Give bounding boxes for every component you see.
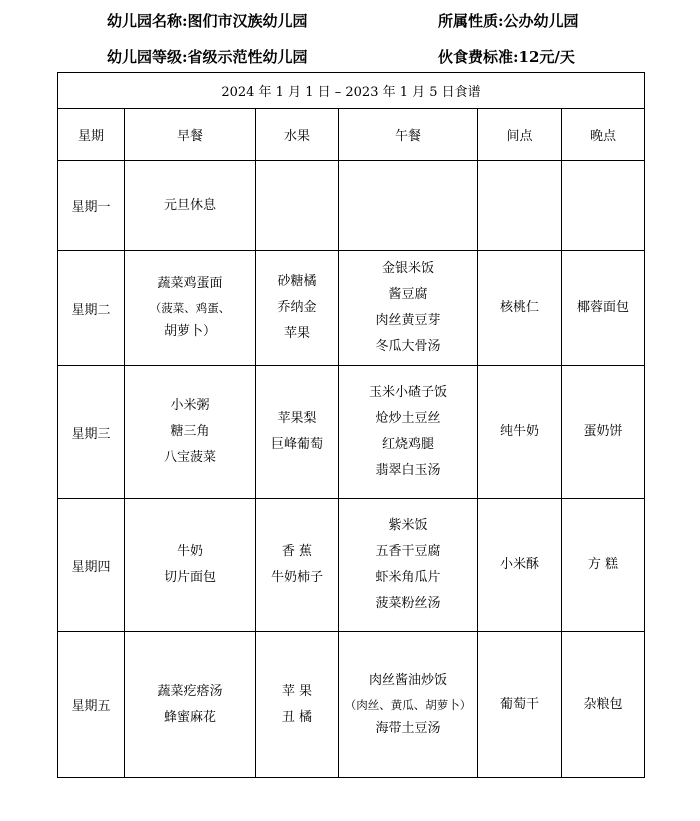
day-cell: 星期一	[58, 161, 125, 251]
breakfast-item: 蔬菜疙瘩汤	[157, 683, 223, 699]
weekly-menu-table	[57, 72, 645, 778]
breakfast-cell	[125, 499, 256, 632]
fruit-cell	[256, 251, 339, 366]
breakfast-item: 蔬菜鸡蛋面	[157, 276, 223, 291]
dinner-cell	[562, 632, 645, 778]
lunch-item: 海带土豆汤	[375, 720, 441, 736]
snack-item: 葡萄干	[499, 696, 539, 712]
dinner-cell	[562, 366, 645, 499]
breakfast-item: 小米粥	[170, 398, 210, 413]
fruit-item: 牛奶柿子	[270, 570, 323, 585]
snack-cell	[478, 251, 562, 366]
snack-cell	[478, 366, 562, 499]
lunch-item: 冬瓜大骨汤	[375, 339, 441, 354]
lunch-cell	[339, 161, 478, 251]
lunch-item: 五香干豆腐	[375, 544, 441, 559]
breakfast-item: （菠菜、鸡蛋、	[149, 301, 231, 315]
breakfast-cell	[125, 366, 256, 499]
lunch-item: 虾米角瓜片	[375, 570, 441, 585]
dinner-item: 椰蓉面包	[576, 300, 629, 315]
lunch-item: （肉丝、黄瓜、胡萝卜）	[344, 697, 472, 712]
table-header-row	[58, 109, 645, 161]
column-header-snack: 间点	[478, 109, 562, 161]
breakfast-item: 元旦休息	[163, 197, 216, 213]
dinner-item: 杂粮包	[583, 696, 623, 712]
lunch-item: 肉丝酱油炒饭	[368, 672, 447, 688]
fruit-item: 苹果	[283, 326, 310, 341]
kindergarten-nature: 所属性质:公办幼儿园	[438, 12, 579, 30]
lunch-item: 红烧鸡腿	[381, 437, 434, 452]
menu-body	[58, 161, 645, 778]
breakfast-item: 八宝菠菜	[163, 450, 216, 465]
breakfast-cell	[125, 161, 256, 251]
kindergarten-name: 幼儿园名称:图们市汉族幼儿园	[107, 12, 308, 30]
snack-cell	[478, 632, 562, 778]
fruit-item: 苹果梨	[277, 411, 317, 426]
snack-cell	[478, 161, 562, 251]
snack-cell	[478, 499, 562, 632]
dinner-item: 方 糕	[587, 557, 619, 572]
lunch-item: 金银米饭	[381, 261, 434, 276]
lunch-item: 玉米小碴子饭	[368, 385, 447, 400]
lunch-item: 炝炒土豆丝	[375, 411, 441, 426]
breakfast-item: 牛奶	[176, 544, 203, 559]
fruit-cell	[256, 499, 339, 632]
column-header-fruit: 水果	[256, 109, 339, 161]
fruit-cell	[256, 632, 339, 778]
dinner-item: 蛋奶饼	[583, 424, 623, 439]
day-cell: 星期二	[58, 251, 125, 366]
snack-item: 小米酥	[499, 557, 539, 572]
fruit-item: 巨峰葡萄	[270, 437, 323, 452]
snack-item: 纯牛奶	[499, 424, 539, 439]
lunch-item: 肉丝黄豆芽	[375, 313, 441, 328]
lunch-item: 紫米饭	[388, 518, 428, 533]
column-header-breakfast: 早餐	[125, 109, 256, 161]
menu-title: 2024 年 1 月 1 日 – 2023 年 1 月 5 日食谱	[58, 73, 645, 109]
table-row	[58, 632, 645, 778]
dinner-cell	[562, 251, 645, 366]
breakfast-item: 蜂蜜麻花	[163, 709, 216, 725]
fruit-item: 香 蕉	[281, 544, 313, 559]
day-cell: 星期三	[58, 366, 125, 499]
day-cell: 星期四	[58, 499, 125, 632]
snack-item: 核桃仁	[499, 300, 539, 315]
breakfast-cell	[125, 251, 256, 366]
lunch-cell	[339, 251, 478, 366]
lunch-cell	[339, 499, 478, 632]
lunch-cell	[339, 366, 478, 499]
fruit-item: 丑 橘	[281, 709, 313, 725]
breakfast-item: 糖三角	[170, 424, 210, 439]
column-header-dinner: 晚点	[562, 109, 645, 161]
day-cell: 星期五	[58, 632, 125, 778]
column-header-lunch: 午餐	[339, 109, 478, 161]
breakfast-item: 胡萝卜）	[163, 324, 216, 339]
dinner-cell	[562, 499, 645, 632]
meal-fee-standard: 伙食费标准:12元/天	[438, 48, 575, 66]
lunch-item: 酱豆腐	[388, 287, 428, 302]
lunch-item: 菠菜粉丝汤	[375, 596, 441, 611]
fruit-item: 砂糖橘	[277, 274, 317, 289]
kindergarten-grade: 幼儿园等级:省级示范性幼儿园	[107, 48, 308, 66]
table-row	[58, 366, 645, 499]
fruit-cell	[256, 366, 339, 499]
fruit-item: 苹 果	[281, 683, 313, 699]
fruit-cell	[256, 161, 339, 251]
breakfast-item: 切片面包	[163, 570, 216, 585]
table-row	[58, 251, 645, 366]
lunch-item: 翡翠白玉汤	[375, 463, 441, 478]
breakfast-cell	[125, 632, 256, 778]
fruit-item: 乔纳金	[277, 300, 317, 315]
dinner-cell	[562, 161, 645, 251]
table-row	[58, 161, 645, 251]
table-row	[58, 499, 645, 632]
column-header-day: 星期	[58, 109, 125, 161]
lunch-cell	[339, 632, 478, 778]
